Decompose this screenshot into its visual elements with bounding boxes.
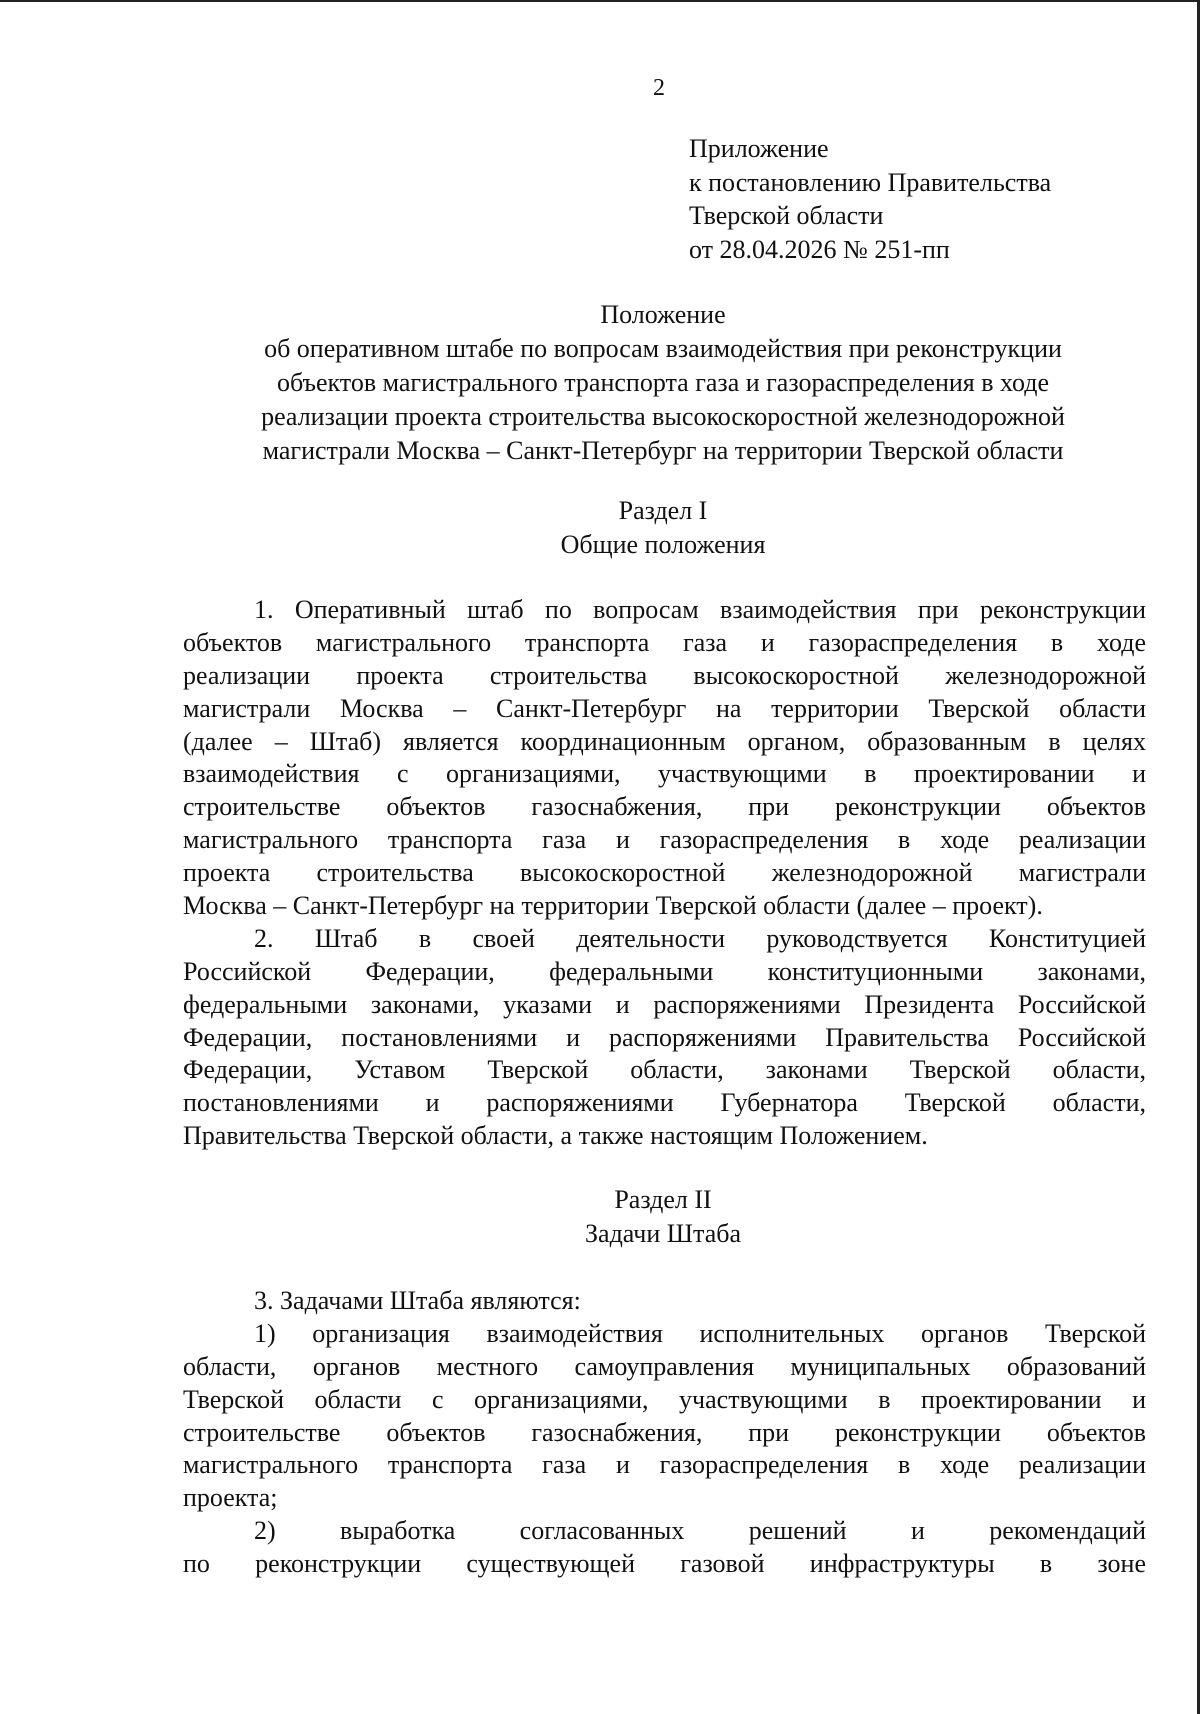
paragraph-line: магистрального транспорта газа и газораспределения в ходе реализации (183, 825, 1146, 855)
document-title-line: объектов магистрального транспорта газа и газораспределения в ходе (276, 368, 1050, 397)
page-number: 2 (653, 75, 665, 101)
appendix-line: Приложение (689, 134, 829, 163)
paragraph-line: Правительства Тверской области, а также настоящим Положением. (183, 1121, 928, 1151)
appendix-line: к постановлению Правительства (689, 167, 1052, 197)
paragraph-line: 1) организация взаимодействия исполнительных органов Тверской (254, 1318, 1146, 1348)
section-2-heading (183, 1183, 1143, 1251)
paragraph-line: реализации проекта строительства высокоскоростной железнодорожной (183, 660, 1146, 690)
document-title-line: об оперативном штабе по вопросам взаимодействия при реконструкции (264, 334, 1062, 363)
paragraph-line: 1. Оперативный штаб по вопросам взаимодействия при реконструкции (254, 595, 1146, 624)
section-label: Раздел II (614, 1185, 712, 1214)
section-label: Раздел I (618, 496, 708, 525)
paragraph-line: проекта строительства высокоскоростной железнодорожной магистрали (183, 858, 1146, 888)
paragraph-line: магистрали Москва – Санкт-Петербург на территории Тверской области (183, 693, 1146, 723)
paragraph-line: федеральными законами, указами и распоряжениями Президента Российской (183, 989, 1146, 1019)
paragraph-line: 3. Задачами Штаба являются: (254, 1286, 581, 1315)
document-title-line: реализации проекта строительства высокоскоростной железнодорожной (261, 402, 1065, 431)
appendix-line: от 28.04.2026 № 251-пп (689, 234, 950, 264)
paragraph-line: (далее – Штаб) является координационным органом, образованным в целях (183, 726, 1146, 756)
paragraph-line: взаимодействия с организациями, участвующими в проектировании и (183, 759, 1146, 789)
paragraph-line: строительстве объектов газоснабжения, при реконструкции объектов (183, 792, 1146, 822)
section-2-body (183, 1285, 1146, 1581)
paragraph-line: проекта; (183, 1483, 278, 1513)
paragraph-line: Российской Федерации, федеральными конституционными законами, (183, 956, 1146, 986)
section-1-heading (183, 494, 1143, 562)
paragraph-line: Тверской области с организациями, участвующими в проектировании и (183, 1384, 1146, 1414)
section-1-body (183, 594, 1146, 1153)
appendix-line: Тверской области (689, 201, 884, 230)
paragraph-line: объектов магистрального транспорта газа и газораспределения в ходе (183, 627, 1146, 657)
paragraph-line: области, органов местного самоуправления муниципальных образований (183, 1351, 1146, 1381)
scan-edge-top (0, 0, 1200, 2)
paragraph-line: магистрального транспорта газа и газораспределения в ходе реализации (183, 1450, 1146, 1480)
paragraph-line: Москва – Санкт-Петербург на территории Тверской области (далее – проект). (183, 891, 1043, 921)
paragraph-line: Федерации, постановлениями и распоряжениями Правительства Российской (183, 1022, 1146, 1052)
paragraph-line: по реконструкции существующей газовой инфраструктуры в зоне (183, 1549, 1146, 1579)
section-title: Задачи Штаба (585, 1219, 741, 1248)
document-title-label: Положение (600, 300, 726, 329)
appendix-block (689, 132, 1051, 266)
document-title (183, 298, 1143, 468)
document-title-line: магистрали Москва – Санкт-Петербург на территории Тверской области (262, 436, 1064, 465)
section-title: Общие положения (560, 530, 766, 559)
paragraph-line: Федерации, Уставом Тверской области, законами Тверской области, (183, 1055, 1146, 1085)
paragraph-line: 2. Штаб в своей деятельности руководствуется Конституцией (254, 923, 1146, 953)
paragraph-line: постановлениями и распоряжениями Губернатора Тверской области, (183, 1088, 1146, 1118)
paragraph-line: строительстве объектов газоснабжения, при реконструкции объектов (183, 1417, 1146, 1447)
paragraph-line: 2) выработка согласованных решений и рекомендаций (254, 1516, 1146, 1546)
